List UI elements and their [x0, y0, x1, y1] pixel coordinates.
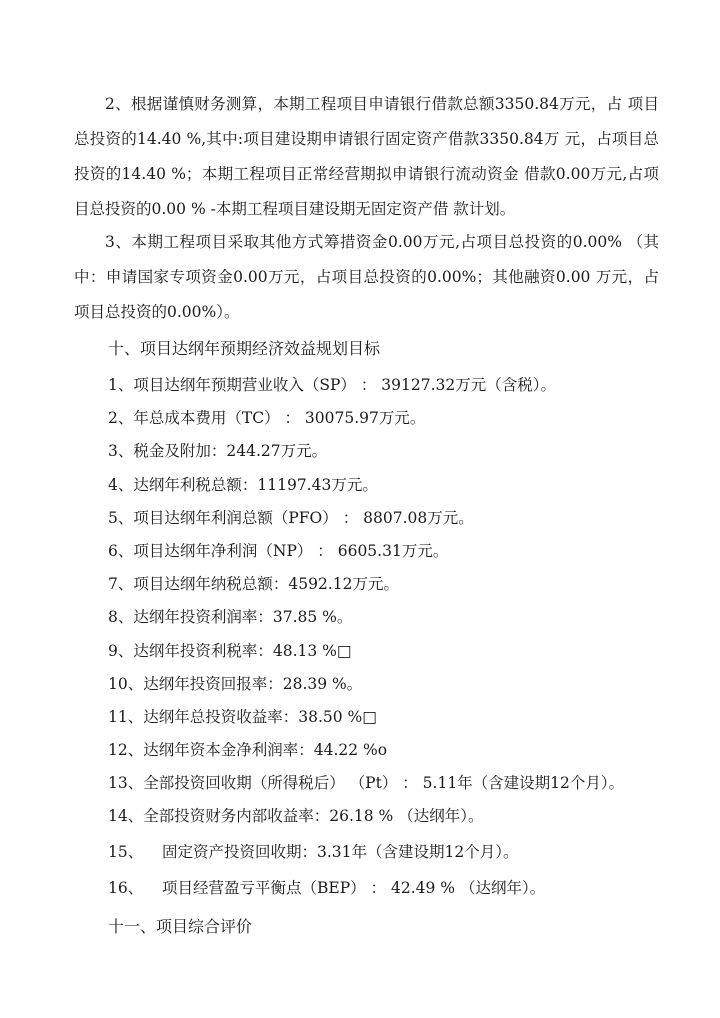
list-item	[108, 834, 624, 870]
economic-targets-list	[108, 369, 624, 906]
section-heading-economic-targets: 十、项目达纲年预期经济效益规划目标	[108, 339, 381, 358]
item-text: 达纲年资本金净利润率：44.22 %o	[143, 741, 388, 760]
item-text: 项目达纲年预期营业收入（SP） ： 39127.32万元（含税）。	[133, 376, 556, 394]
item-number: 10、	[108, 674, 144, 693]
item-text: 税金及附加：244.27万元。	[133, 442, 328, 461]
list-item	[108, 635, 624, 668]
item-number: 3、	[108, 442, 134, 461]
list-item	[108, 668, 624, 701]
item-number: 2、	[108, 409, 134, 428]
item-number: 16、	[108, 878, 144, 897]
item-number: 12、	[108, 741, 144, 760]
item-text: 达纲年总投资收益率：38.50 %□	[143, 707, 377, 726]
item-number: 6、	[108, 541, 134, 560]
list-item	[108, 734, 624, 767]
item-number: 15、	[108, 842, 144, 861]
item-text: 项目达纲年利润总额（PFO） ： 8807.08万元。	[133, 508, 474, 527]
item-number: 4、	[108, 475, 134, 494]
list-item	[108, 870, 624, 906]
section-heading-overall-evaluation: 十一、项目综合评价	[108, 917, 253, 936]
list-item	[108, 767, 624, 800]
item-number: 9、	[108, 641, 134, 660]
item-text: 达纲年利税总额：11197.43万元。	[133, 475, 378, 494]
list-item	[108, 701, 624, 734]
item-number: 1、	[108, 376, 134, 394]
item-text: 达纲年投资回报率：28.39 %。	[143, 674, 363, 693]
item-text: 项目达纲年净利润（NP） ： 6605.31万元。	[133, 541, 449, 560]
list-item	[108, 469, 624, 502]
list-item	[108, 502, 624, 535]
item-number: 13、	[108, 774, 144, 793]
item-text: 全部投资财务内部收益率：26.18 % （达纲年）。	[143, 807, 484, 826]
item-text: 达纲年投资利润率：37.85 %。	[133, 608, 353, 627]
item-text: 项目经营盈亏平衡点（BEP） ： 42.49 % （达纲年）。	[162, 878, 546, 897]
item-text: 固定资产投资回收期：3.31年（含建设期12个月）。	[162, 842, 519, 861]
paragraph-bank-loan: 2、根据谨慎财务测算，本期工程项目申请银行借款总额3350.84万元，占 项目总投资的14.40 %,其中:项目建设期申请银行固定资产借款3350.84万 元，占项目总投资的14.40 %；本期工程项目正常经营期拟申请银行流动资金 借款0.00万元,占项目总投资的0.00 % -本期工程项目建设期无固定资产借 款计划。	[74, 95, 659, 218]
list-item	[108, 402, 624, 435]
item-number: 14、	[108, 807, 144, 826]
item-number: 8、	[108, 608, 134, 627]
list-item	[108, 535, 624, 568]
item-text: 年总成本费用（TC） ： 30075.97万元。	[133, 409, 426, 428]
paragraph-other-funding: 3、本期工程项目采取其他方式筹措资金0.00万元,占项目总投资的0.00% （其 中：申请国家专项资金0.00万元，占项目总投资的0.00%；其他融资0.00 万元，占项目总投资的0.00%）。	[74, 233, 659, 321]
list-item	[108, 601, 624, 634]
item-number: 5、	[108, 508, 134, 527]
list-item	[108, 800, 624, 833]
item-number: 7、	[108, 575, 134, 594]
list-item	[108, 435, 624, 468]
item-number: 11、	[108, 707, 144, 726]
item-text: 全部投资回收期（所得税后） （Pt） ： 5.11年（含建设期12个月）。	[143, 774, 625, 793]
list-item	[108, 568, 624, 601]
item-text: 达纲年投资利税率：48.13 %□	[133, 641, 352, 660]
list-item	[108, 369, 624, 402]
item-text: 项目达纲年纳税总额：4592.12万元。	[133, 575, 399, 594]
